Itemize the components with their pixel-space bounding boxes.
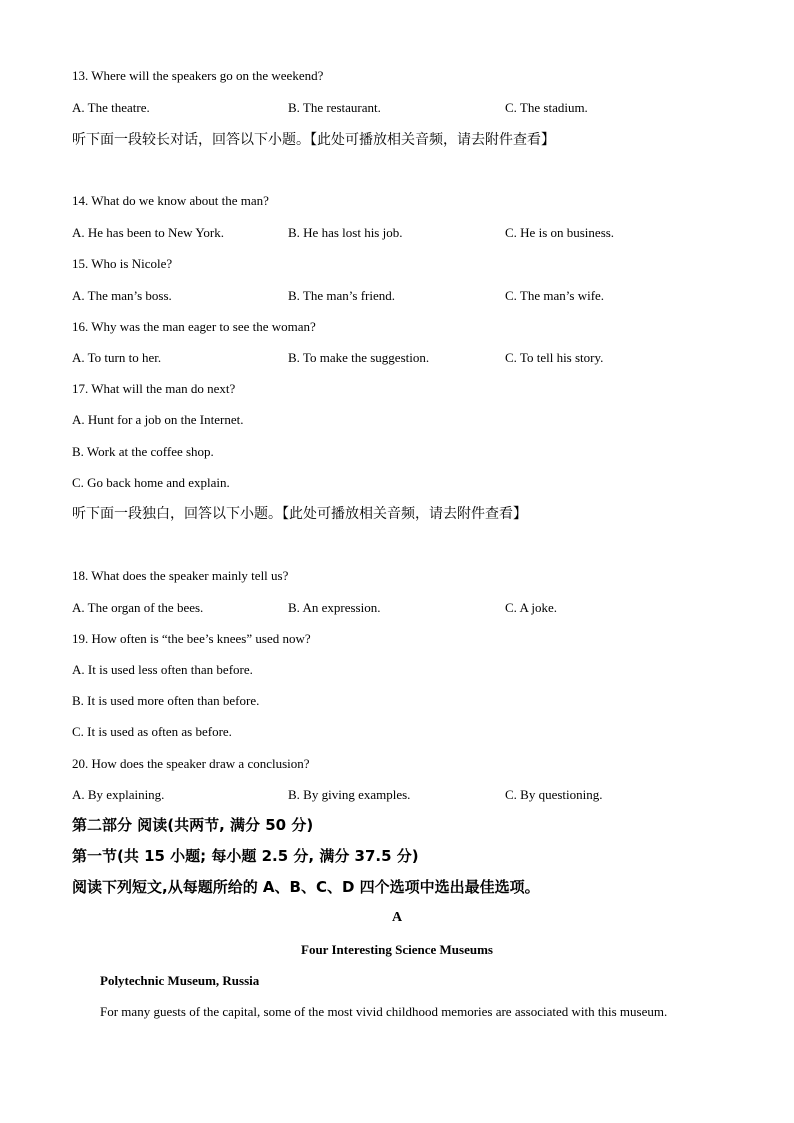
question-14-option-a: A. He has been to New York. [72, 225, 225, 240]
question-18-option-c: C. A joke. [505, 600, 558, 615]
question-18-stem: 18. What does the speaker mainly tell us? [72, 568, 289, 583]
question-17-option-c: C. Go back home and explain. [72, 475, 230, 490]
question-14-option-b: B. He has lost his job. [288, 225, 403, 240]
question-15-option-a: A. The man’s boss. [72, 288, 172, 303]
question-19-option-a: A. It is used less often than before. [72, 662, 253, 677]
question-18-option-a: A. The organ of the bees. [72, 600, 204, 615]
question-15-option-b: B. The man’s friend. [288, 288, 395, 303]
question-13-option-b: B. The restaurant. [288, 100, 381, 115]
question-20-option-a: A. By explaining. [72, 787, 165, 802]
reading-instruction: 阅读下列短文,从每题所给的 A、B、C、D 四个选项中选出最佳选项。 [72, 878, 540, 896]
question-14-option-c: C. He is on business. [505, 225, 615, 240]
question-13-option-c: C. The stadium. [505, 100, 588, 115]
question-20-option-c: C. By questioning. [505, 787, 603, 802]
question-18-option-b: B. An expression. [288, 600, 381, 615]
question-16-option-c: C. To tell his story. [505, 350, 604, 365]
question-16-option-b: B. To make the suggestion. [288, 350, 430, 365]
question-20-option-b: B. By giving examples. [288, 787, 411, 802]
question-17-option-b: B. Work at the coffee shop. [72, 444, 214, 459]
question-19-option-c: C. It is used as often as before. [72, 724, 232, 739]
question-17-stem: 17. What will the man do next? [72, 381, 236, 396]
instruction-dialog: 听下面一段较长对话，回答以下小题。【此处可播放相关音频，请去附件查看】 [72, 132, 555, 148]
question-13-stem: 13. Where will the speakers go on the weekend? [72, 68, 324, 83]
instruction-monologue: 听下面一段独白，回答以下小题。【此处可播放相关音频，请去附件查看】 [72, 506, 527, 522]
question-13-option-a: A. The theatre. [72, 100, 150, 115]
passage-paragraph: For many guests of the capital, some of the most vivid childhood memories are associated with this museum. [100, 1004, 668, 1019]
question-20-stem: 20. How does the speaker draw a conclusion? [72, 756, 310, 771]
question-17-option-a: A. Hunt for a job on the Internet. [72, 412, 244, 427]
question-16-option-a: A. To turn to her. [72, 350, 162, 365]
question-14-stem: 14. What do we know about the man? [72, 193, 269, 208]
question-15-option-c: C. The man’s wife. [505, 288, 605, 303]
part-two-heading: 第二部分 阅读(共两节, 满分 50 分) [72, 816, 314, 834]
question-15-stem: 15. Who is Nicole? [72, 256, 173, 271]
passage-subheading: Polytechnic Museum, Russia [100, 973, 260, 988]
passage-letter: A [391, 910, 403, 925]
question-16-stem: 16. Why was the man eager to see the woman? [72, 319, 316, 334]
section-one-heading: 第一节(共 15 小题; 每小题 2.5 分, 满分 37.5 分) [72, 847, 419, 865]
question-19-stem: 19. How often is “the bee’s knees” used now? [72, 631, 311, 646]
question-19-option-b: B. It is used more often than before. [72, 693, 260, 708]
passage-title: Four Interesting Science Museums [301, 942, 493, 957]
